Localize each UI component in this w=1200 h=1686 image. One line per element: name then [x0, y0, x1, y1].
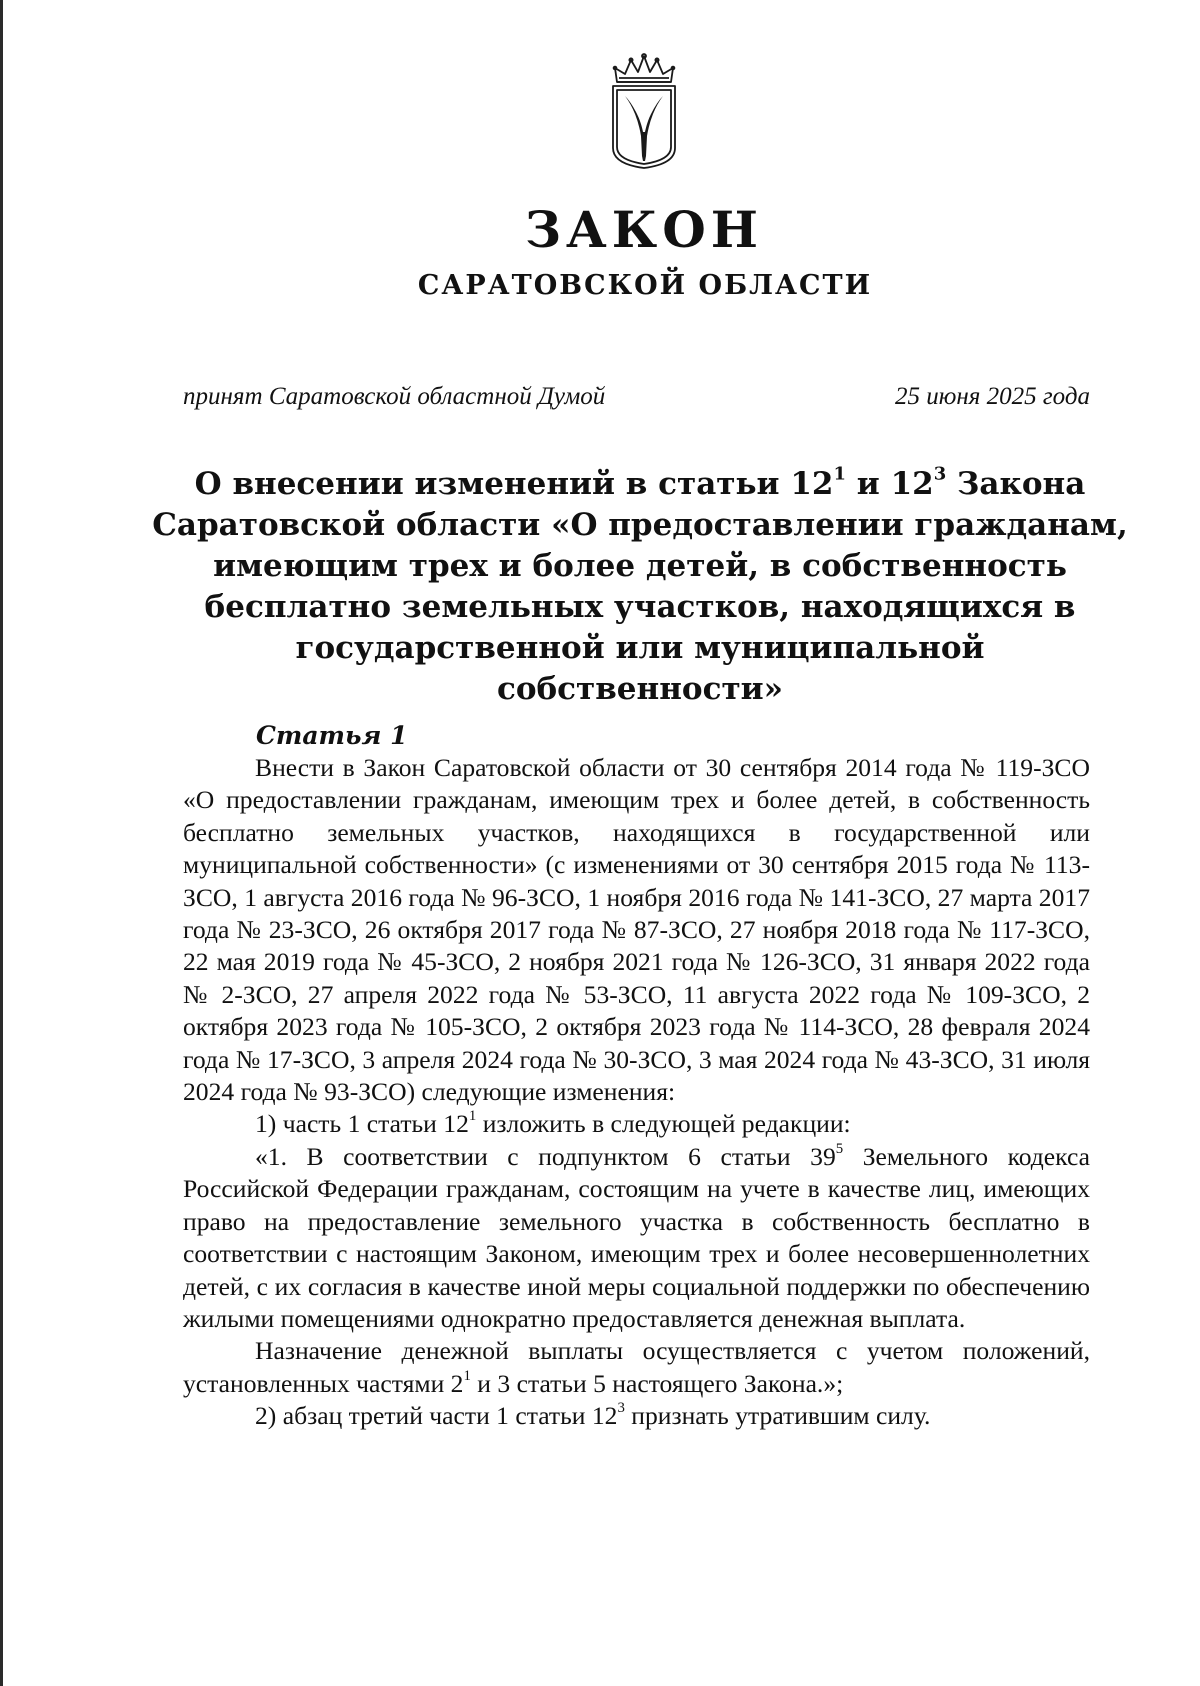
saratov-coat-of-arms-icon: [601, 52, 687, 170]
adopted-by: принят Саратовской областной Думой: [183, 383, 606, 410]
item-2-superscript: 3: [617, 1400, 625, 1417]
quote-2-text-end: и 3 статьи 5 настоящего Закона.»;: [470, 1368, 844, 1398]
amendment-item-1: [183, 1108, 1090, 1140]
item-1-text: 1) часть 1 статьи 12: [255, 1109, 469, 1139]
region-heading: САРАТОВСКОЙ ОБЛАСТИ: [417, 270, 873, 301]
item-1-superscript: 1: [468, 1108, 477, 1125]
article-intro-paragraph: Внести в Закон Саратовской области от 30 сентября 2014 года № 119-ЗСО «О предоставлении гражданам, имеющим трех и более детей, в собственность бесплатно земельных участков, находящихся в государственной или муниципальной собственности» (с изменениями от 30 сентября 2015 года № 113-ЗСО, 1 августа 2016 года № 96-ЗСО, 1 ноября 2016 года № 141-ЗСО, 27 марта 2017 года № 23-ЗСО, 26 октября 2017 года № 87-ЗСО, 27 ноября 2018 года № 117-ЗСО, 22 мая 2019 года № 45-ЗСО, 2 ноября 2021 года № 126-ЗСО, 31 января 2022 года № 2-ЗСО, 27 апреля 2022 года № 53-ЗСО, 11 августа 2022 года № 109-ЗСО, 2 октября 2023 года № 105-ЗСО, 2 октября 2023 года № 114-ЗСО, 28 февраля 2024 года № 17-ЗСО, 3 апреля 2024 года № 30-ЗСО, 3 мая 2024 года № 43-ЗСО, 31 июля 2024 года № 93-ЗСО) следующие изменения:: [183, 753, 1090, 1107]
document-title: [150, 464, 1130, 710]
item-2-text-end: признать утратившим силу.: [624, 1401, 931, 1431]
quote-1-superscript: 5: [835, 1141, 844, 1157]
law-heading: ЗАКОН: [524, 200, 764, 259]
quote-2-text: Назначение денежной выплаты осуществляется с учетом положений, установленных частями 2: [183, 1336, 1090, 1398]
quoted-paragraph-1: [183, 1141, 1090, 1335]
adoption-line: [183, 383, 1090, 411]
title-part-3: Закона Саратовской области «О предоставлении гражданам, имеющим трех и более детей, в собственность бесплатно земельных участков, находящихся в государственной или муниципальной собственности»: [152, 466, 1128, 707]
quote-1-text: «1. В соответствии с подпунктом 6 статьи 39: [255, 1141, 836, 1171]
item-2-text: 2) абзац третий части 1 статьи 12: [255, 1401, 618, 1431]
quoted-paragraph-2: [183, 1335, 1090, 1400]
amendment-item-2: [183, 1400, 1090, 1432]
article-body: [183, 752, 1090, 1433]
title-part-2: и 12: [846, 466, 934, 502]
title-part-1: О внесении изменений в статьи 12: [194, 466, 834, 502]
item-1-text-end: изложить в следующей редакции:: [476, 1109, 851, 1139]
title-superscript-1: 1: [833, 463, 846, 485]
adopted-date: 25 июня 2025 года: [895, 383, 1090, 410]
title-superscript-3: 3: [933, 463, 947, 485]
article-heading: Статья 1: [256, 721, 408, 750]
quote-2-superscript: 1: [463, 1367, 471, 1384]
quote-1-text-end: Земельного кодекса Российской Федерации гражданам, состоящим на учете в качестве лиц, имеющих право на предоставление земельного участка в собственность бесплатно в соответствии с настоящим Законом, имеющим трех и более несовершеннолетних детей, с их согласия в качестве иной меры социальной поддержки по обеспечению жилыми помещениями однократно предоставляется денежная выплата.: [183, 1141, 1090, 1333]
